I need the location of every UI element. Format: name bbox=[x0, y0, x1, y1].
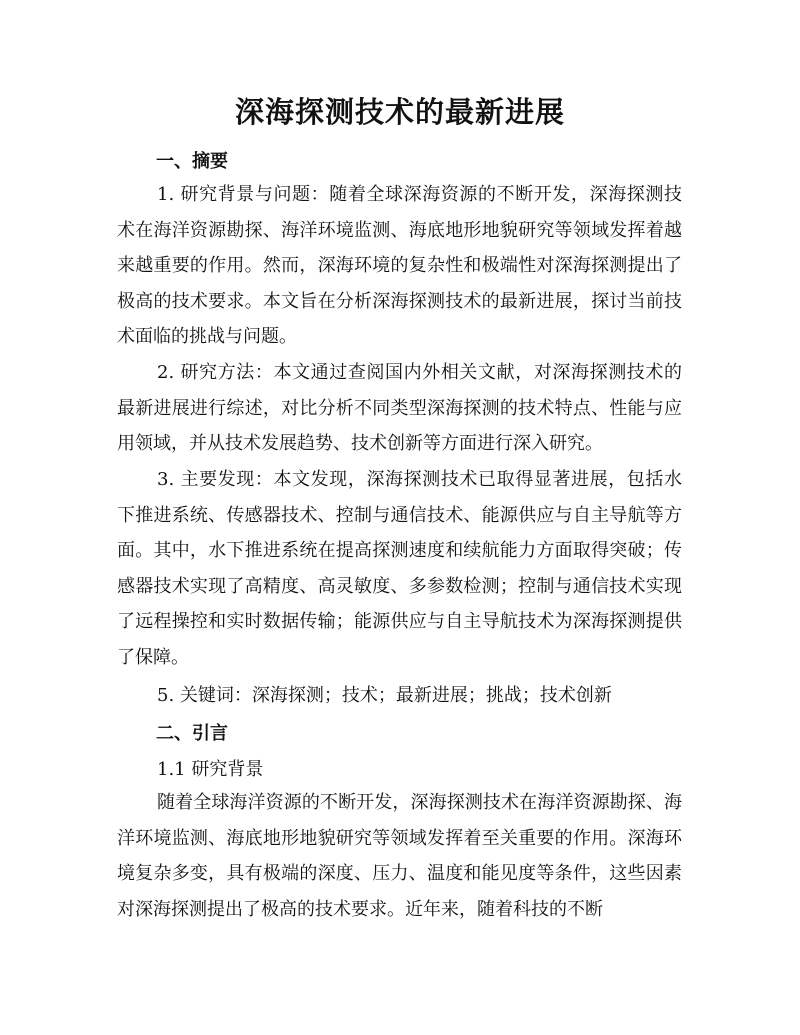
document-title: 深海探测技术的最新进展 bbox=[234, 95, 565, 129]
abstract-paragraph-findings: 3. 主要发现：本文发现，深海探测技术已取得显著进展，包括水下推进系统、传感器技术、控制与通信技术、能源供应与自主导航等方面。其中，水下推进系统在提高探测速度和续航能力方面取得突破；传感器技术实现了高精度、高灵敏度、多参数检测；控制与通信技术实现了远程操控和实时数据传输；能源供应与自主导航技术为深海探测提供了保障。 bbox=[117, 469, 682, 668]
section-heading-abstract: 一、摘要 bbox=[156, 151, 228, 172]
abstract-paragraph-method: 2. 研究方法：本文通过查阅国内外相关文献，对深海探测技术的最新进展进行综述，对比分析不同类型深海探测的技术特点、性能与应用领域，并从技术发展趋势、技术创新等方面进行深入研究。 bbox=[117, 362, 682, 454]
subsection-heading-background: 1.1 研究背景 bbox=[157, 759, 264, 780]
abstract-paragraph-background: 1. 研究背景与问题：随着全球深海资源的不断开发，深海探测技术在海洋资源勘探、海洋环境监测、海底地形地貌研究等领域发挥着越来越重要的作用。然而，深海环境的复杂性和极端性对深海探测提出了极高的技术要求。本文旨在分析深海探测技术的最新进展，探讨当前技术面临的挑战与问题。 bbox=[117, 184, 682, 347]
abstract-keywords: 5. 关键词：深海探测；技术；最新进展；挑战；技术创新 bbox=[157, 685, 612, 706]
introduction-paragraph: 随着全球海洋资源的不断开发，深海探测技术在海洋资源勘探、海洋环境监测、海底地形地貌研究等领域发挥着至关重要的作用。深海环境复杂多变，具有极端的深度、压力、温度和能见度等条件，这些因素对深海探测提出了极高的技术要求。近年来，随着科技的不断 bbox=[117, 792, 682, 920]
section-heading-introduction: 二、引言 bbox=[156, 723, 228, 744]
